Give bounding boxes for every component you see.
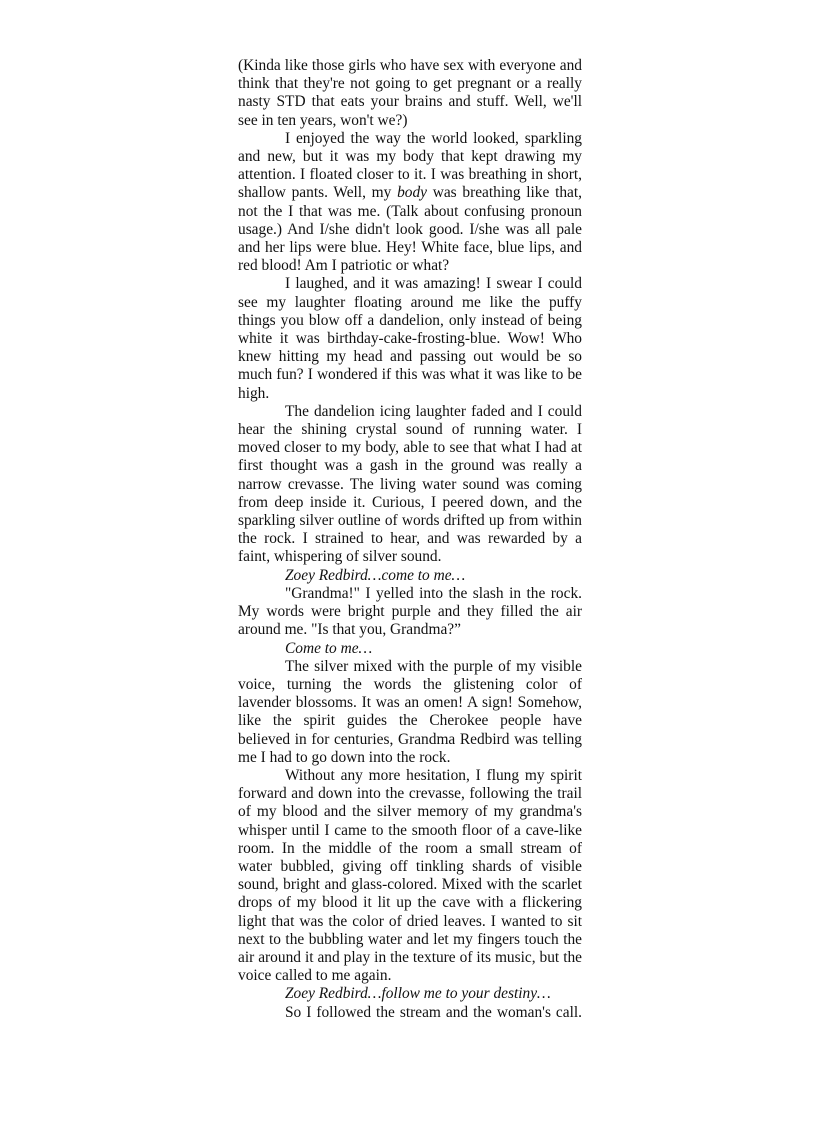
paragraph-enjoyed-world [238, 130, 582, 276]
paragraph-text: "Grandma!" I yelled into the slash in the rock. My words were bright purple and they filled the air around me. "Is that you, Grandma?” [238, 584, 582, 639]
paragraph-text: I enjoyed the way the world looked, sparkling and new, but it was my body that kept drawing my attention. I floated closer to it. I was breathing in short, shallow pants. Well, my [238, 129, 582, 202]
paragraph-silver-mixed [238, 658, 582, 767]
paragraph-voice-destiny [238, 985, 582, 1003]
italic-voice-line: Come to me… [285, 639, 373, 657]
paragraph-text: (Kinda like those girls who have sex with everyone and think that they're not going to get pregnant or a really nasty STD that eats your brains and stuff. Well, we'll see in ten years, won't we?) [238, 57, 582, 129]
paragraph-grandma-yell [238, 585, 582, 640]
paragraph-text: Without any more hesitation, I flung my spirit forward and down into the crevasse, following the trail of my blood and the silver memory of my grandma's whisper until I came to the smooth floor of a cave-like room. In the middle of the room a small stream of water bubbled, giving off tinkling shards of visible sound, bright and glass-colored. Mixed with the scarlet drops of my blood it lit up the cave with a flickering light that was the color of dried leaves. I wanted to sit next to the bubbling water and let my fingers touch the air around it and play in the texture of its music, but the voice called to me again. [238, 766, 582, 985]
body-text-column [238, 57, 582, 1022]
paragraph-followed-stream [238, 1004, 582, 1022]
paragraph-voice-come-short [238, 640, 582, 658]
italic-voice-line: Zoey Redbird…come to me… [285, 566, 466, 584]
paragraph-voice-come-to-me [238, 567, 582, 585]
paragraph-kinda-like [238, 57, 582, 130]
paragraph-text: The dandelion icing laughter faded and I could hear the shining crystal sound of running water. I moved closer to my body, able to see that what I had at first thought was a gash in the ground was really a narrow crevasse. The living water sound was coming from deep inside it. Curious, I peered down, and the sparkling silver outline of words drifted up from within the rock. I strained to hear, and was rewarded by a faint, whispering of silver sound. [238, 402, 582, 566]
paragraph-text: I laughed, and it was amazing! I swear I could see my laughter floating around me like the puffy things you blow off a dandelion, only instead of being white it was birthday-cake-frosting-blue. Wow! Who knew hitting my head and passing out would be so much fun? I wondered if this was what it was like to be high. [238, 275, 582, 402]
paragraph-dandelion-icing [238, 403, 582, 567]
paragraph-text: was breathing like that, not the I that was me. (Talk about confusing pronoun usage.) And I/she didn't look good. I/she was all pale and her lips were blue. Hey! White face, blue lips, and red blood! Am I patriotic or what? [238, 184, 582, 275]
paragraph-text: The silver mixed with the purple of my visible voice, turning the words the glistening color of lavender blossoms. It was an omen! A sign! Somehow, like the spirit guides the Cherokee people have believed in for centuries, Grandma Redbird was telling me I had to go down into the rock. [238, 657, 582, 766]
emphasized-word: body [397, 184, 427, 202]
italic-voice-line: Zoey Redbird…follow me to your destiny… [285, 985, 551, 1003]
paragraph-text: So I followed the stream and the woman's call. [285, 1003, 582, 1021]
paragraph-without-hesitation [238, 767, 582, 985]
paragraph-laughed [238, 275, 582, 402]
